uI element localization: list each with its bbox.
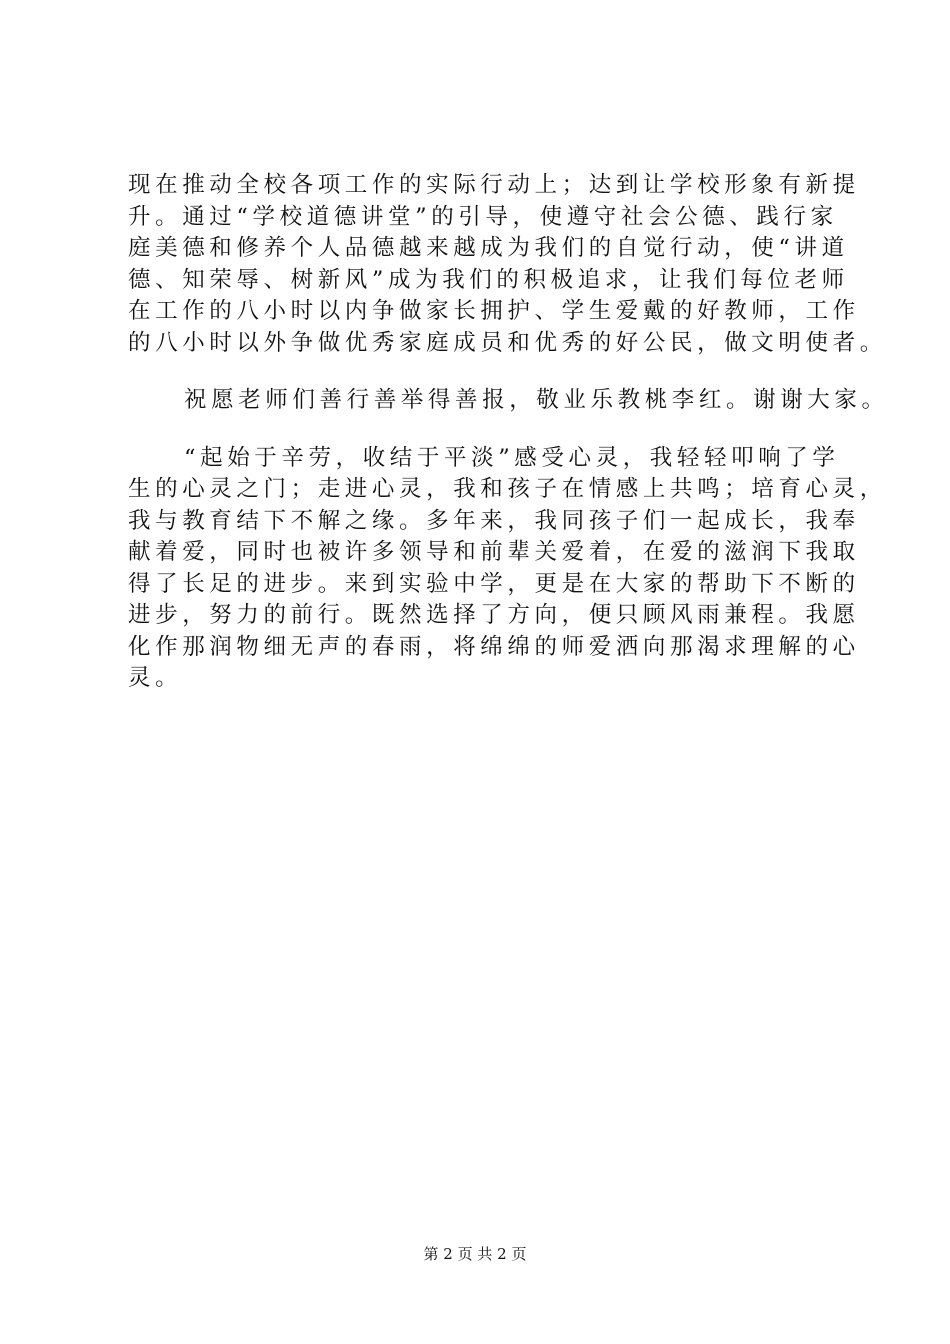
text-line: 的八小时以外争做优秀家庭成员和优秀的好公民，做文明使者。 [128,329,887,356]
text-line: “起始于辛劳，收结于平淡”感受心灵，我轻轻叩响了学 [184,444,840,471]
text-line: 得了长足的进步。来到实验中学，更是在大家的帮助下不断的 [128,570,860,597]
text-line: 庭美德和修养个人品德越来越成为我们的自觉行动，使“讲道 [128,235,849,261]
text-line: 在工作的八小时以内争做家长拥护、学生爱戴的好教师，工作 [128,298,860,324]
paragraph-1 [128,170,887,359]
text-line: 进步，努力的前行。既然选择了方向，便只顾风雨兼程。我愿 [128,602,860,628]
document-body [128,170,889,695]
text-line: 灵。 [128,665,183,691]
paragraph-2 [128,385,889,417]
text-line: 德、知荣辱、树新风”成为我们的积极追求，让我们每位老师 [128,266,849,293]
text-line: 生的心灵之门；走进心灵，我和孩子在情感上共鸣；培育心灵， [128,476,887,502]
page-number-label: 第 2 页 共 2 页 [423,1245,527,1263]
text-line: 献着爱，同时也被许多领导和前辈关爱着，在爱的滋润下我取 [128,539,860,565]
paragraph-3 [128,443,887,695]
text-line: 祝愿老师们善行善举得善报，敬业乐教桃李红。谢谢大家。 [184,387,889,413]
text-line: 我与教育结下不解之缘。多年来，我同孩子们一起成长，我奉 [128,507,860,534]
text-line: 现在推动全校各项工作的实际行动上；达到让学校形象有新提 [128,172,860,198]
text-line: 化作那润物细无声的春雨，将绵绵的师爱洒向那渴求理解的心 [128,633,860,660]
page-footer [0,1244,950,1264]
text-line: 升。通过“学校道德讲堂”的引导，使遵守社会公德、践行家 [128,203,838,230]
